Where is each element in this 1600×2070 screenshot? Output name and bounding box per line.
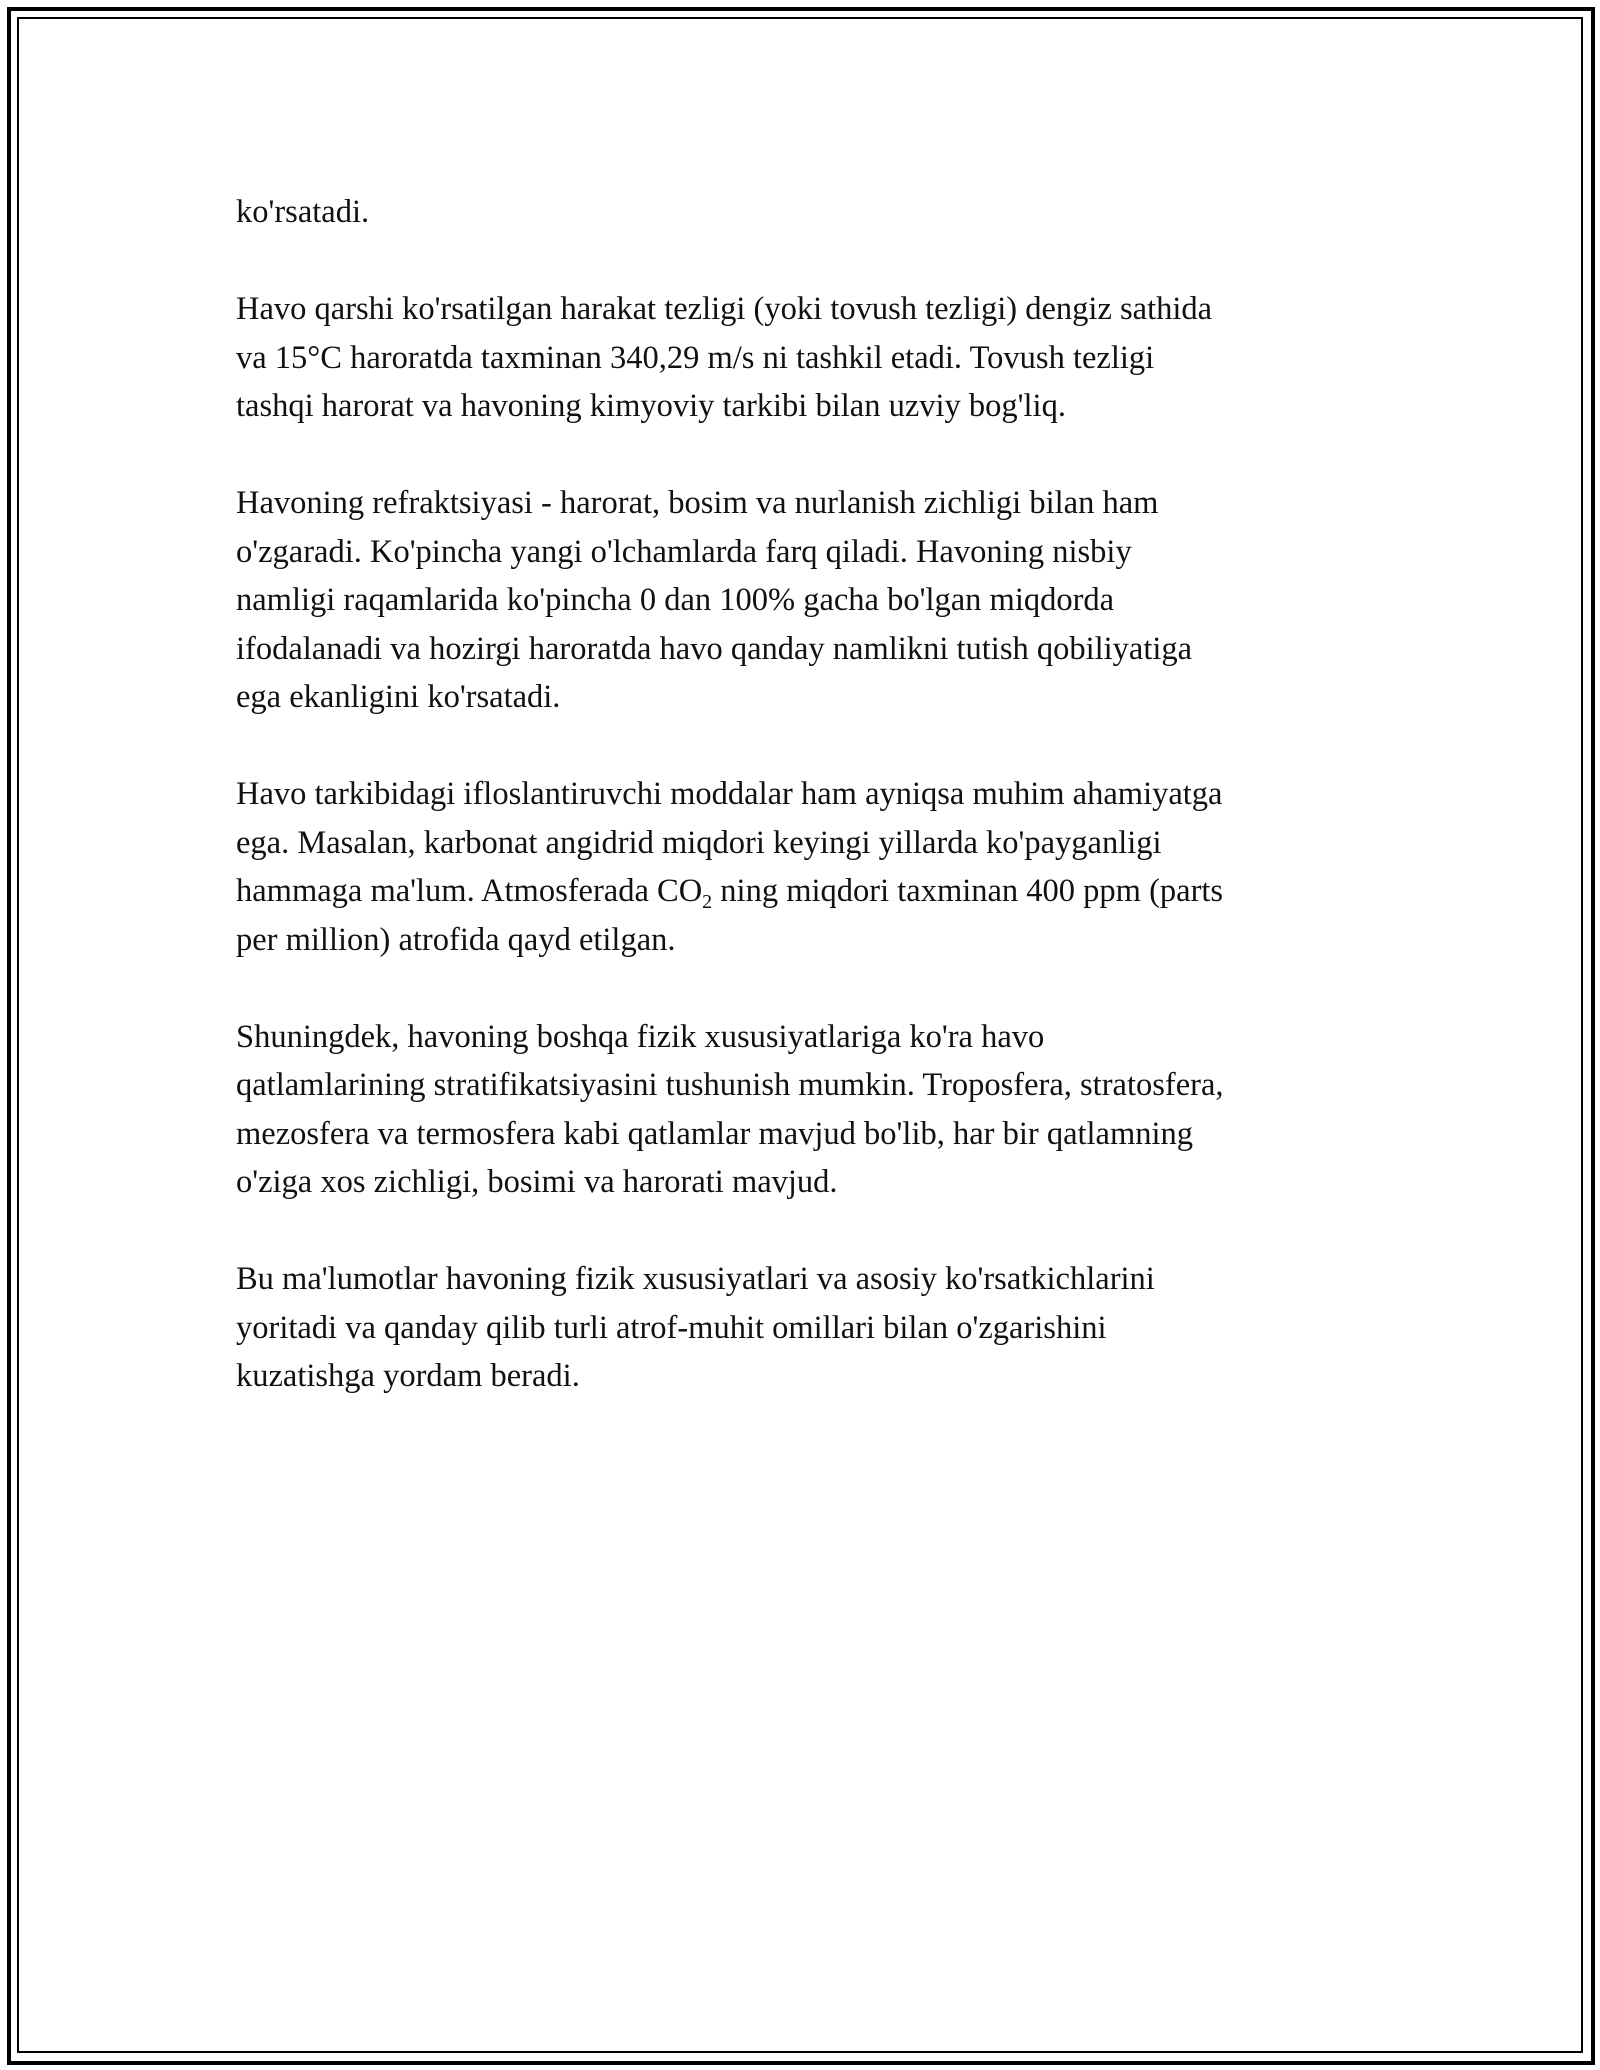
paragraph-sound-speed bbox=[236, 285, 1376, 431]
text-line: ko'rsatadi. bbox=[236, 194, 370, 230]
text-line: Bu ma'lumotlar havoning fizik xususiyatlari va asosiy ko'rsatkichlarini bbox=[236, 1261, 1155, 1297]
text-line: kuzatishga yordam beradi. bbox=[236, 1358, 580, 1394]
text-line: Havo qarshi ko'rsatilgan harakat tezligi (yoki tovush tezligi) dengiz sathida bbox=[236, 291, 1213, 327]
paragraph-pollutants bbox=[236, 770, 1376, 964]
text-line: mezosfera va termosfera kabi qatlamlar mavjud bo'lib, har bir qatlamning bbox=[236, 1115, 1194, 1152]
paragraph-1 bbox=[236, 188, 1376, 237]
text-line: va 15°C haroratda taxminan 340,29 m/s ni tashkil etadi. Tovush tezligi bbox=[236, 339, 1155, 376]
text-line-co2 bbox=[236, 867, 1376, 916]
text-line: tashqi harorat va havoning kimyoviy tarkibi bilan uzviy bog'liq. bbox=[236, 388, 1066, 424]
text-line: o'ziga xos zichligi, bosimi va harorati mavjud. bbox=[236, 1164, 838, 1200]
paragraph-stratification bbox=[236, 1013, 1376, 1207]
text-line: ega. Masalan, karbonat angidrid miqdori keyingi yillarda ko'payganligi bbox=[236, 824, 1162, 861]
text-line: qatlamlarining stratifikatsiyasini tushunish mumkin. Troposfera, stratosfera, bbox=[236, 1067, 1224, 1103]
co2-subscript: 2 bbox=[702, 891, 713, 913]
text-line: yoritadi va qanday qilib turli atrof-muhit omillari bilan o'zgarishini bbox=[236, 1309, 1107, 1346]
text-segment: ning miqdori taxminan 400 ppm (parts bbox=[712, 873, 1224, 909]
text-line: per million) atrofida qayd etilgan. bbox=[236, 921, 676, 958]
text-line: Havoning refraktsiyasi - harorat, bosim va nurlanish zichligi bilan ham bbox=[236, 485, 1159, 521]
paragraph-refraction bbox=[236, 479, 1376, 722]
document-body bbox=[236, 188, 1376, 1449]
paragraph-conclusion bbox=[236, 1255, 1376, 1401]
text-line: ega ekanligini ko'rsatadi. bbox=[236, 679, 561, 715]
text-line: ifodalanadi va hozirgi haroratda havo qanday namlikni tutish qobiliyatiga bbox=[236, 630, 1193, 667]
text-line: Havo tarkibidagi ifloslantiruvchi moddalar ham ayniqsa muhim ahamiyatga bbox=[236, 776, 1223, 812]
text-line: Shuningdek, havoning boshqa fizik xususiyatlariga ko'ra havo bbox=[236, 1018, 1045, 1055]
text-line: namligi raqamlarida ko'pincha 0 dan 100% gacha bo'lgan miqdorda bbox=[236, 582, 1115, 618]
text-segment: hammaga ma'lum. bbox=[236, 873, 475, 909]
text-segment: Atmosferada CO bbox=[474, 873, 703, 909]
text-line: o'zgaradi. Ko'pincha yangi o'lchamlarda farq qiladi. Havoning nisbiy bbox=[236, 533, 1132, 570]
